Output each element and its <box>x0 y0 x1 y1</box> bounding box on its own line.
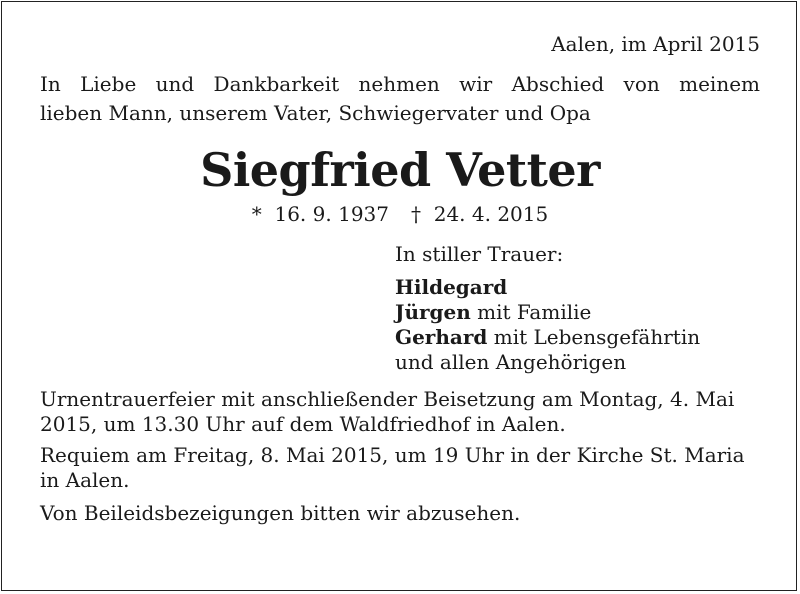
deceased-name: Siegfried Vetter <box>200 143 600 197</box>
mourner-name: Gerhard <box>395 325 488 349</box>
birth-symbol: * <box>251 202 262 226</box>
birth-date: 16. 9. 1937 <box>274 202 389 226</box>
mourner-entry <box>395 275 760 300</box>
notices-block <box>40 387 760 526</box>
mourner-name: Jürgen <box>395 300 471 324</box>
mourners-heading: In stiller Trauer: <box>395 242 564 266</box>
intro-line-1: In Liebe und Dankbarkeit nehmen wir Abschied von meinem <box>40 72 760 96</box>
obituary-notice <box>40 30 760 532</box>
mourner-entry <box>395 300 760 325</box>
mourner-entry <box>395 325 760 350</box>
condolence-notice: Von Beileidsbezeigungen bitten wir abzusehen. <box>40 501 521 525</box>
mourner-suffix: mit Lebensgefährtin <box>487 325 701 349</box>
intro-line-2: lieben Mann, unserem Vater, Schwiegervater und Opa <box>40 101 591 125</box>
mourners-closing: und allen Angehörigen <box>395 350 627 374</box>
funeral-notice: Urnentrauerfeier mit anschließender Beisetzung am Montag, 4. Mai 2015, um 13.30 Uhr auf dem Waldfriedhof in Aalen. <box>40 387 735 436</box>
requiem-notice: Requiem am Freitag, 8. Mai 2015, um 19 Uhr in der Kirche St. Maria in Aalen. <box>40 443 745 492</box>
life-dates <box>40 200 760 228</box>
mourner-name: Hildegard <box>395 275 508 299</box>
death-date: 24. 4. 2015 <box>433 202 549 226</box>
mourners-block <box>395 242 760 375</box>
mourner-suffix: mit Familie <box>470 300 592 324</box>
intro-text <box>40 70 760 128</box>
death-symbol: † <box>411 202 421 226</box>
place-date: Aalen, im April 2015 <box>551 32 760 56</box>
